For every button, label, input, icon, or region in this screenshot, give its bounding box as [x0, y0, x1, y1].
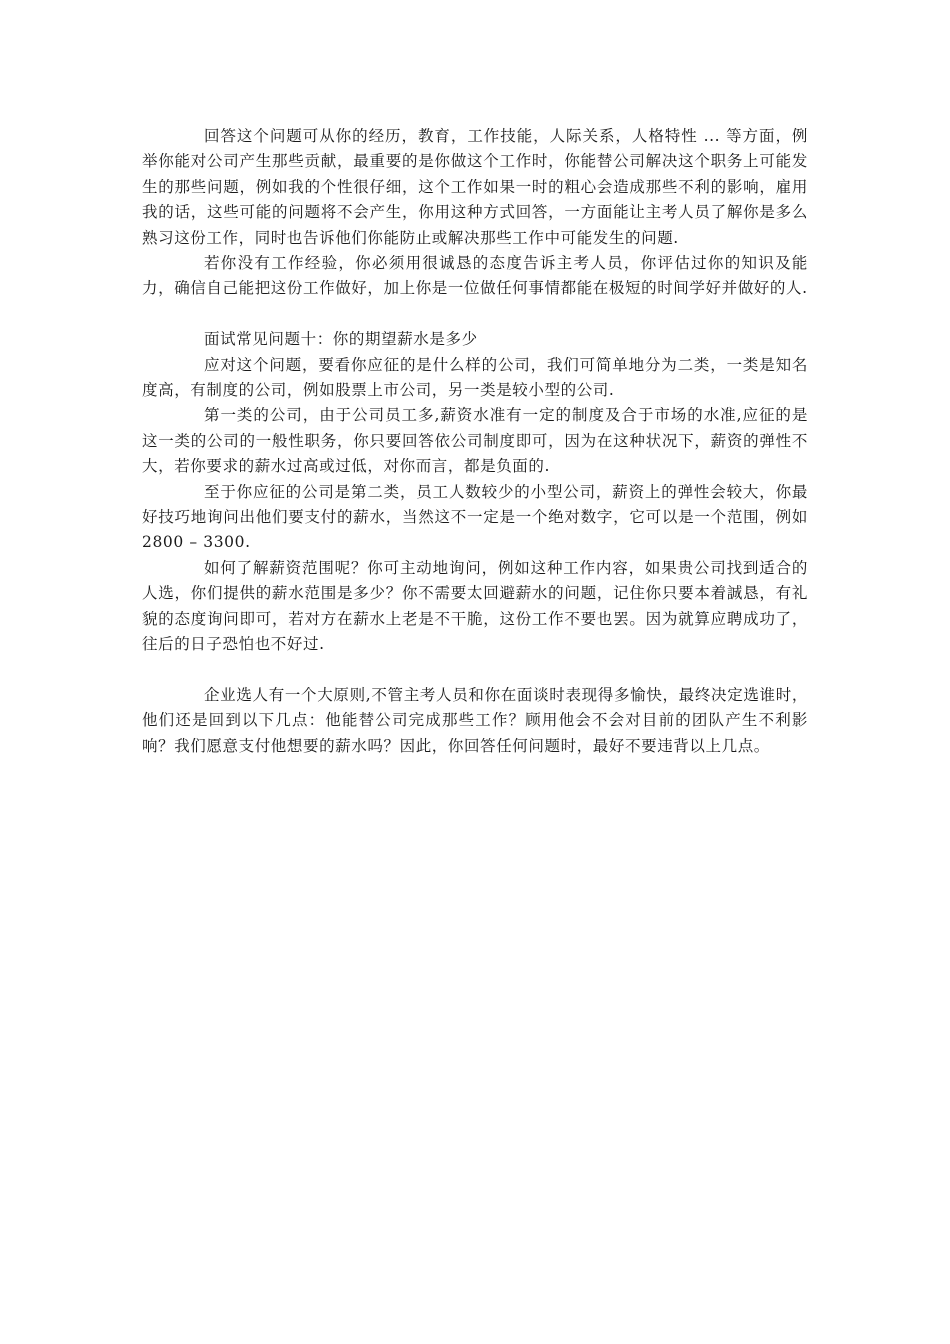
paragraph-second-type: 至于你应征的公司是第二类，员工人数较少的小型公司，薪资上的弹性会较大，你最好技巧地询问出他们要支付的薪水，当然这不一定是一个绝对数字，它可以是一个范围，例如 2800 – 3300.: [142, 482, 808, 552]
document-body: [142, 124, 808, 759]
paragraph-contribution: 回答这个问题可从你的经历，教育，工作技能，人际关系，人格特性 ... 等方面，例举你能对公司产生那些贡献，最重要的是你做这个工作时，你能替公司解决这个职务上可能发生的那些问题，例如我的个性很仔细，这个工作如果一时的粗心会造成那些不利的影响，雇用我的话，这些可能的问题将不会产生，你用这种方式回答，一方面能让主考人员了解你是多么熟习这份工作，同时也告诉他们你能防止或解决那些工作中可能发生的问题.: [142, 127, 808, 247]
blank-line: [142, 302, 808, 327]
blank-line: [142, 658, 808, 683]
paragraph-first-type: 第一类的公司，由于公司员工多,薪资水准有一定的制度及合于市场的水准,应征的是这一类的公司的一般性职务，你只要回答依公司制度即可，因为在这种状况下，薪资的弹性不大，若你要求的薪水过高或过低，对你而言，都是负面的.: [142, 406, 808, 476]
paragraph-company-types: 应对这个问题，要看你应征的是什么样的公司，我们可简单地分为二类，一类是知名度高，有制度的公司，例如股票上市公司，另一类是较小型的公司.: [142, 355, 808, 400]
section-heading: 面试常见问题十：你的期望薪水是多少: [204, 330, 478, 349]
paragraph-closing: 企业选人有一个大原则,不管主考人员和你在面谈时表现得多愉快，最终决定选谁时，他们还是回到以下几点：他能替公司完成那些工作？顾用他会不会对目前的团队产生不利影响？我们愿意支付他想要的薪水吗？因此，你回答任何问题时，最好不要违背以上几点。: [142, 685, 808, 755]
paragraph-no-experience: 若你没有工作经验，你必须用很诚恳的态度告诉主考人员，你评估过你的知识及能力，确信自己能把这份工作做好，加上你是一位做任何事情都能在极短的时间学好并做好的人.: [142, 254, 808, 298]
paragraph-salary-range: 如何了解薪资范围呢？你可主动地询问，例如这种工作内容，如果贵公司找到适合的人选，你们提供的薪水范围是多少？你不需要太回避薪水的问题，记住你只要本着誠恳，有礼貌的态度询问即可，若对方在薪水上老是不干脆，这份工作不要也罢。因为就算应聘成功了，往后的日子恐怕也不好过.: [142, 558, 808, 654]
